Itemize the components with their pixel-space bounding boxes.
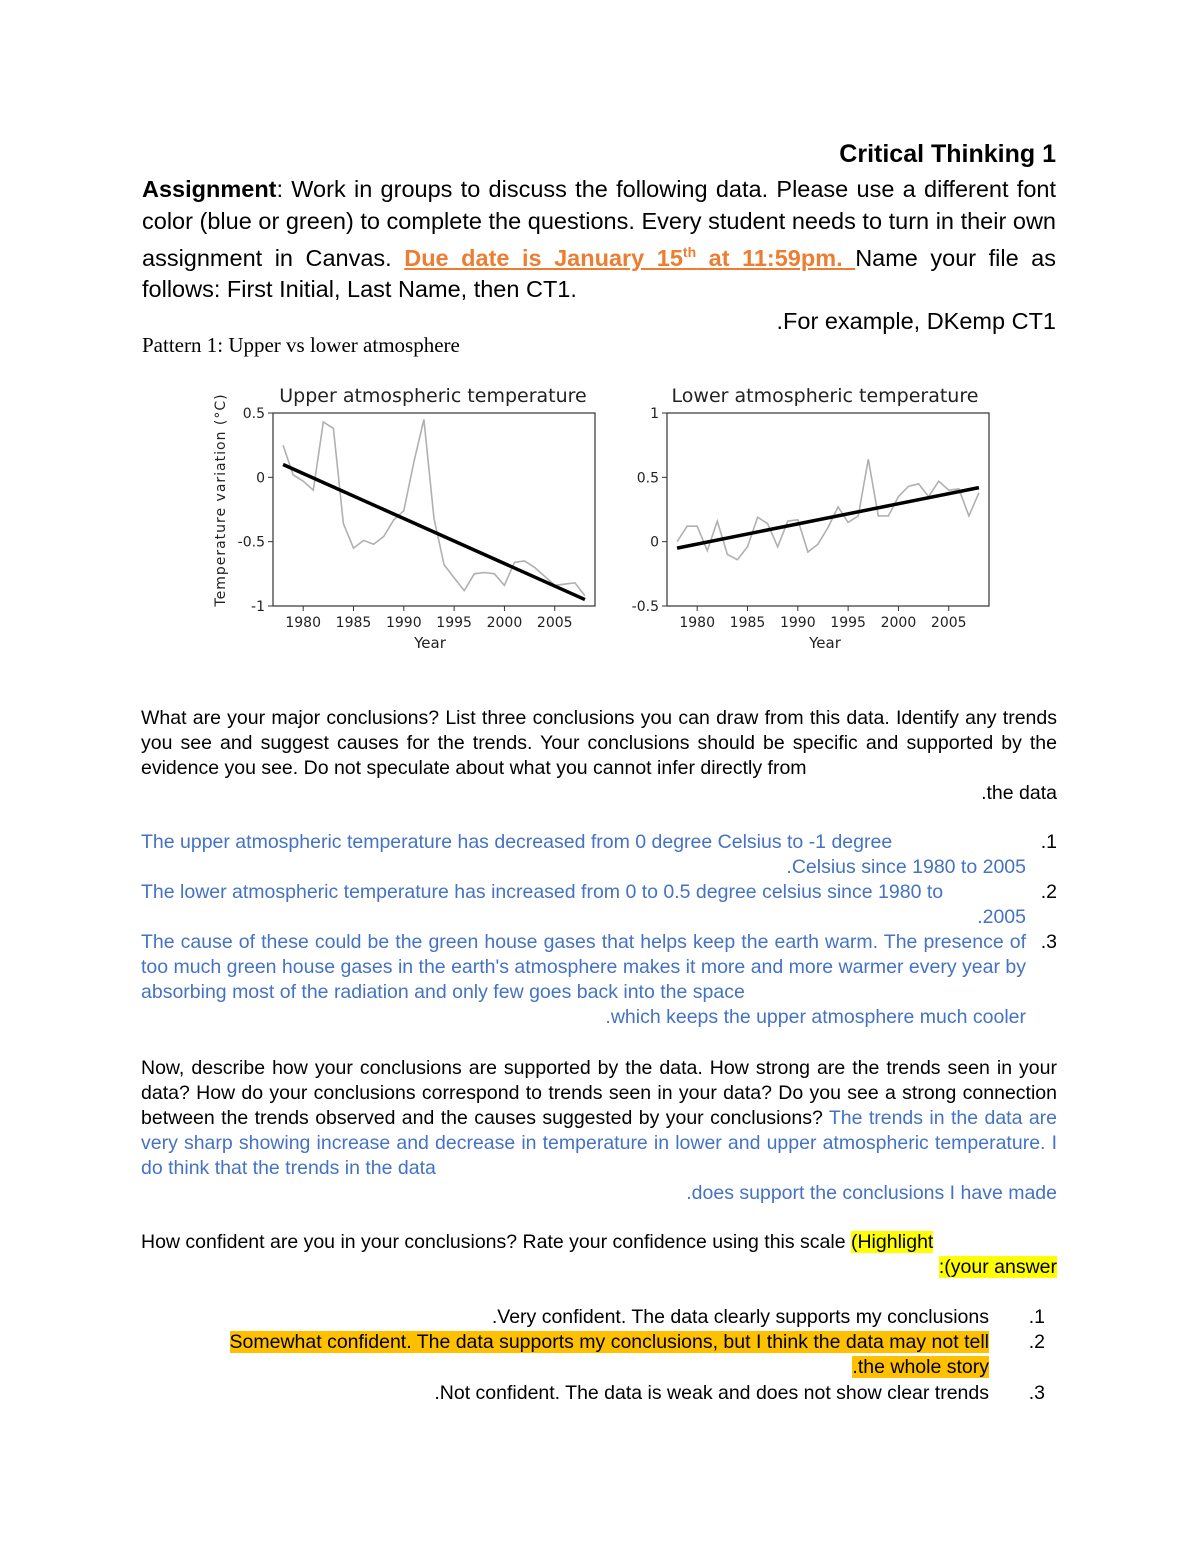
- chart1-xtick-label: 1985: [335, 615, 372, 631]
- chart1-ytick-label: -1: [251, 599, 265, 615]
- chart2-xtick-label: 1990: [779, 615, 816, 631]
- answer-number: .1: [1040, 831, 1057, 853]
- chart1-frame: [273, 413, 595, 606]
- chart2-xtick-label: 1985: [729, 615, 766, 631]
- chart2-title: Lower atmospheric temperature: [671, 385, 979, 407]
- chart2-xtick-label: 1995: [830, 615, 866, 631]
- chart1-xtick-label: 2005: [536, 615, 573, 631]
- chart2-data-line: [677, 459, 979, 559]
- question-2-answer: The trends in the data are very sharp showing increase and decrease in temperature in lower and upper atmospheric temperature. I do think that the trends in the data: [141, 1107, 1057, 1179]
- assignment-body: : Work in groups to discuss the following data. Please use a different font color (blue or green) to complete the questions. Every student needs to turn in their own assignment in Canvas.: [142, 176, 1056, 271]
- chart1-title: Upper atmospheric temperature: [279, 385, 587, 407]
- chart1-xtick-label: 1995: [436, 615, 472, 631]
- chart1-ylabel: Temperature variation (°C): [213, 393, 229, 607]
- due-date: Due date is January 15th at 11:59pm.: [404, 244, 856, 271]
- chart1-ytick-label: 0: [256, 470, 265, 487]
- chart1-ytick-label: 0.5: [242, 406, 265, 422]
- question-3: How confident are you in your conclusions? Rate your confidence using this scale (Highlight :(your answer: [141, 1231, 1057, 1278]
- chart1-xtick-label: 1980: [285, 615, 322, 631]
- question-1: What are your major conclusions? List three conclusions you can draw from this data. Identify any trends you see and suggest causes for the trends. Your conclusions should be specific and supported by the evidence you see. Do not speculate about what you cannot infer directly from .the data: [141, 707, 1057, 804]
- chart2-ytick-label: 0.5: [636, 470, 659, 487]
- chart2-trend-line: [677, 488, 979, 548]
- chart1-trend-line: [283, 464, 585, 599]
- answer-3: [141, 930, 1057, 1030]
- chart1-xtick-label: 2000: [486, 615, 523, 631]
- question-2: Now, describe how your conclusions are supported by the data. How strong are the trends seen in your data? How do your conclusions correspond to trends seen in your data? Do you see a strong connection between the trends observed and the causes suggested by your conclusions? The trends in the data are very sharp showing increase and decrease in temperature in lower and upper atmospheric temperature. I do think that the trends in the data .does support the conclusions I have made: [141, 1057, 1057, 1204]
- answer-number: .2: [1040, 881, 1057, 903]
- scale-option-3: .3 .Not confident. The data is weak and does not show clear trends: [434, 1382, 1045, 1404]
- chart2-xtick-label: 2005: [930, 615, 967, 631]
- chart1-data-line: [283, 419, 585, 595]
- scale-option-2: .2 Somewhat confident. The data supports my conclusions, but I think the data may not tell .the whole story: [229, 1331, 1045, 1378]
- chart2-ytick-label: -0.5: [631, 599, 659, 615]
- scale-option-1: .1 .Very confident. The data clearly supports my conclusions: [491, 1306, 1045, 1328]
- naming-example: .For example, DKemp CT1: [776, 307, 1056, 334]
- chart2-xtick-label: 1980: [679, 615, 716, 631]
- chart2-ytick-label: 1: [650, 406, 659, 422]
- selected-answer: Somewhat confident. The data supports my conclusions, but I think the data may not tell: [229, 1331, 989, 1353]
- page-title: Critical Thinking 1: [839, 140, 1056, 168]
- chart2-xlabel: Year: [809, 634, 841, 652]
- assignment-paragraph: [142, 174, 1056, 337]
- answer-text: The cause of these could be the green house gases that helps keep the earth warm. The presence of too much green house gases in the earth's atmosphere makes it more and more warmer every year by absorbing most of the radiation and only few goes back into the space .which keeps the upper atmosphere much cooler: [141, 931, 1026, 1028]
- chart2-ytick-label: 0: [650, 534, 659, 551]
- charts-figure: [205, 378, 995, 658]
- answer-2: [141, 880, 1057, 930]
- highlight-instruction: (Highlight: [850, 1231, 934, 1253]
- chart1-xlabel: Year: [414, 634, 446, 652]
- answer-number: .3: [1040, 931, 1057, 953]
- answer-text: The upper atmospheric temperature has decreased from 0 degree Celsius to -1 degree .Celsius since 1980 to 2005: [141, 831, 1026, 878]
- chart2-xtick-label: 2000: [880, 615, 917, 631]
- pattern-label: Pattern 1: Upper vs lower atmosphere: [142, 333, 460, 357]
- answer-text: The lower atmospheric temperature has increased from 0 to 0.5 degree celsius since 1980 to .2005: [141, 881, 1026, 928]
- assignment-label: Assignment: [142, 176, 277, 202]
- naming-instructions: Name your file as follows: First Initial, Last Name, then CT1.: [142, 244, 1057, 303]
- chart1-xtick-label: 1990: [385, 615, 422, 631]
- answer-1: [141, 830, 1057, 880]
- chart1-ytick-label: -0.5: [237, 534, 265, 551]
- chart2-frame: [667, 413, 989, 606]
